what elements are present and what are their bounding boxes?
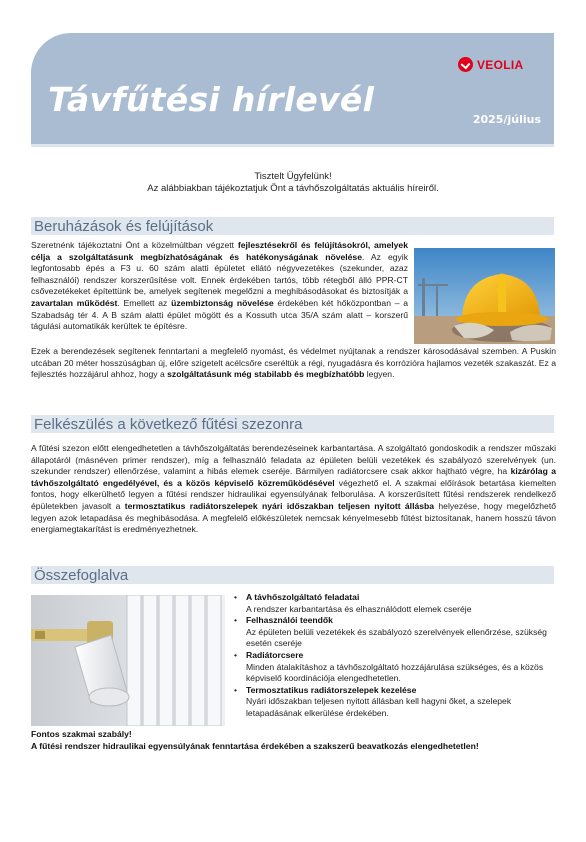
veolia-logo-text: VEOLIA [477,57,524,72]
bullet-item [232,592,557,615]
greeting-salutation: Tisztelt Ügyfelünk! [254,171,332,182]
bullet-icon: • [234,649,238,660]
hardhat-photo [414,248,555,344]
bullet-icon: • [234,592,238,602]
section-heading-text: Összefoglalva [34,567,129,584]
section-heading-text: Beruházások és felújítások [34,218,214,235]
bullet-icon: • [234,615,238,626]
issue-date: 2025/július [472,113,541,126]
bullet-desc: Minden átalakításhoz a távhőszolgáltató hozzájárulása szükséges, és a közös képviselő koordinációja elengedhetetlen. [246,661,544,684]
bullet-item [232,615,557,650]
bullet-title: Radiátorcsere [246,649,304,660]
important-rule-title: Fontos szakmai szabály! [31,729,132,739]
summary-bullet-list [232,592,557,720]
section-heading-heating-season [31,415,554,433]
veolia-logo-icon [458,57,473,72]
bullet-title: Felhasználói teendők [246,615,333,626]
investments-paragraph-1: Szeretnénk tájékoztatni Önt a közelmúltban végzett fejlesztésekről és felújításokról, amelyek célja a szolgáltatásunk megbízhatóságának és hatékonyságának növelése. Az egyik legfontosabb épés a F3 u. 60 szám alatti épületet ellátó négyvezetékes (szekunder, azaz felhasználói) rendszer korszerűsítése volt. Ennek érdekében tartós, több rétegből álló PPR-CT csővezetékeket építettünk be, amelyek segítenek megelőzni a meghibásodásokat és biztosítják a zavartalan működést. Emellett az üzembiztonság növelése érdekében két hőközpontban – a Szabadság tér 4. A B szám alatti épület mögött és a Kossuth utca 35/A szám alatt – korszerű tágulási automatikák kerültek te építésre. [31,240,409,332]
bullet-item [232,685,557,720]
greeting [0,171,586,195]
important-rule-text: A fűtési rendszer hidraulikai egyensúlyának fenntartása érdekében a szakszerű beavatkozás elengedhetetlen! [31,740,479,751]
veolia-logo [458,57,523,72]
investments-paragraph-2: Ezek a berendezések segítenek fenntartani a megfelelő nyomást, és védelmet nyújtanak a rendszer károsodásával szemben. A Puskin utcában 20 méter hosszúságban új, előre szigetelt acélcsőre cseréltük a régi, nyugadásra és korrózióra hajlamos vezeték szakaszát. Ez a fejlesztés hozzájárul ahhoz, hogy a szolgáltatásunk még stabilabb és megbízhatóbb legyen. [31,346,556,380]
bullet-desc: Nyári időszakban teljesen nyitott állásban kell hagyni őket, a szelepek letapadásának elkerülése érdekében. [246,696,512,718]
important-rule-note [31,729,556,752]
newsletter-title: Távfűtési hírlevél [48,80,375,119]
greeting-intro: Az alábbiakban tájékoztatjuk Önt a távhőszolgáltatás aktuális híreiről. [147,183,439,194]
bullet-title: A távhőszolgáltató feladatai [246,592,360,602]
radiator-valve-photo [31,595,225,726]
section-heading-investments [31,217,554,235]
bullet-title: Termosztatikus radiátorszelepek kezelése [246,684,417,695]
hardhat-image [414,248,555,344]
radiator-image [31,595,225,726]
bullet-item [232,650,557,685]
heating-season-paragraph: A fűtési szezon előtt elengedhetetlen a távhőszolgáltatás berendezéseinek karbantartása. A szolgáltató gondoskodik a rendszer műszaki állapotáról (másnéven primer rendszer), míg a felhasználó feladata az épületen belüli vezetékek és szabályozó szerelvények (un. szekunder rendszer) ellenőrzése, valamint a hibás elemek cseréje. Bármilyen radiátorcsere csak akkor hajtható végre, ha kizárólag a távhőszolgáltató engedélyével, és a közös képviselő közreműködésével végezhető el. A szakmai előírások betartása kiemelten fontos, hogy elkerülhető legyen a fűtési rendszer hidraulikai egyensúlyának felborulása. A korszerűsített fűtési rendszerek rendelkező épületekben javasolt a termosztatikus radiátorszelepek nyári időszakban teljesen nyitott állásba helyezése, hogy megelőzhető legyen azok letapadása és meghibásodása. A megfelelő előkészületek nemcsak kényelmesebb fűtést biztosítanak, hanem hosszú távon energiamegtakarítást is eredményezhetnek. [31,443,557,535]
bullet-desc: Az épületen belüli vezetékek és szabályozó szerelvények ellenőrzése, szükség esetén cseréje [246,626,547,649]
bullet-desc: A rendszer karbantartása és elhasználódott elemek cseréje [246,603,472,614]
section-heading-text: Felkészülés a következő fűtési szezonra [34,416,303,433]
bullet-icon: • [234,684,238,695]
section-heading-summary [31,566,554,584]
